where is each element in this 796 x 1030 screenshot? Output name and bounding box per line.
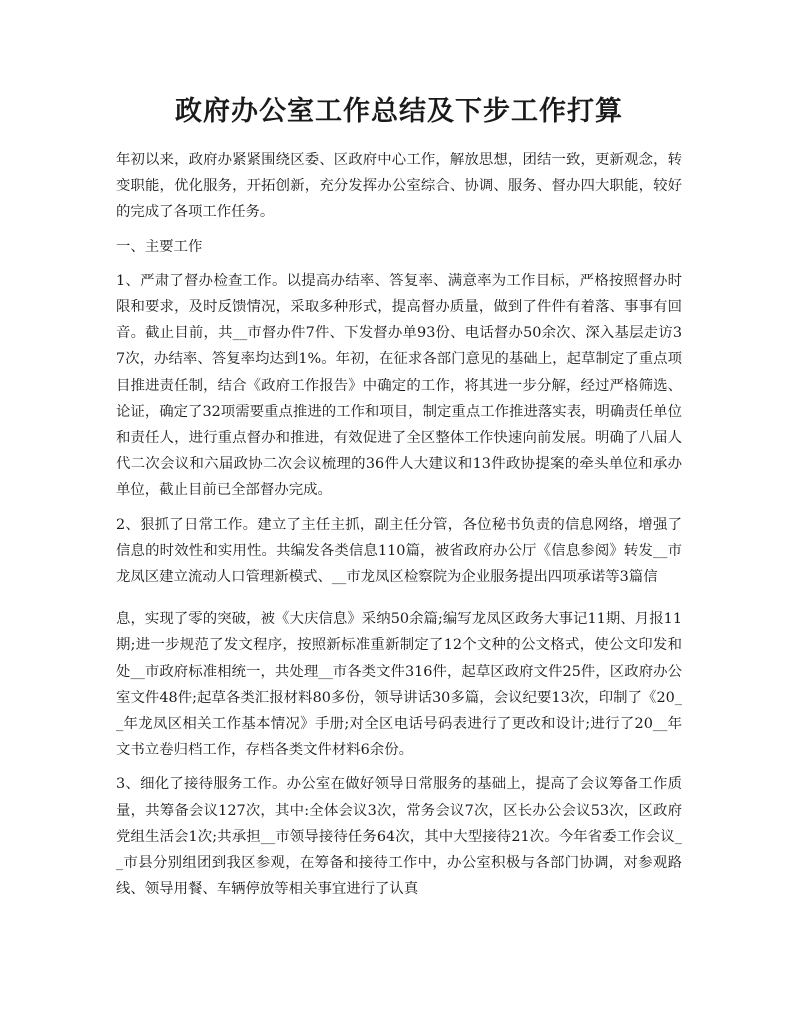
paragraph-supervision: 1、严肃了督办检查工作。以提高办结率、答复率、满意率为工作目标，严格按照督办时限和要求，及时反馈情况，采取多种形式，提高督办质量，做到了件件有着落、事事有回音。截止目前，共__市督办件7件、下发督办单93份、电话督办50余次、深入基层走访37次，办结率、答复率均达到1%。年初，在征求各部门意见的基础上，起草制定了重点项目推进责任制，结合《政府工作报告》中确定的工作，将其进一步分解，经过严格筛选、论证，确定了32项需要重点推进的工作和项目，制定重点工作推进落实表，明确责任单位和责任人，进行重点督办和推进，有效促进了全区整体工作快速向前发展。明确了八届人代二次会议和六届政协二次会议梳理的36件人大建议和13件政协提案的牵头单位和承办单位，截止目前已全部督办完成。 bbox=[116, 272, 682, 499]
document-page bbox=[116, 92, 682, 902]
paragraph-intro: 年初以来，政府办紧紧围绕区委、区政府中心工作，解放思想，团结一致，更新观念，转变职能，优化服务，开拓创新，充分发挥办公室综合、协调、服务、督办四大职能，较好的完成了各项工作任务。 bbox=[116, 152, 682, 221]
document-title: 政府办公室工作总结及下步工作打算 bbox=[175, 96, 623, 127]
section-heading-main-work: 一、主要工作 bbox=[116, 238, 203, 255]
paragraph-reception-service: 3、细化了接待服务工作。办公室在做好领导日常服务的基础上，提高了会议筹备工作质量，共筹备会议127次，其中:全体会议3次，常务会议7次，区长办公会议53次，区政府党组生活会1次;共承担__市领导接待任务64次，其中大型接待21次。今年省委工作会议__市县分别组团到我区参观，在筹备和接待工作中，办公室积极与各部门协调，对参观路线、领导用餐、车辆停放等相关事宜进行了认真 bbox=[116, 776, 682, 898]
paragraph-daily-work: 2、狠抓了日常工作。建立了主任主抓，副主任分管，各位秘书负责的信息网络，增强了信息的时效性和实用性。共编发各类信息110篇，被省政府办公厅《信息参阅》转发__市龙凤区建立流动人口管理新模式、__市龙凤区检察院为企业服务提出四项承诺等3篇信 bbox=[116, 516, 682, 586]
paragraph-daily-work-continued: 息，实现了零的突破，被《大庆信息》采纳50余篇;编写龙凤区政务大事记11期、月报11期;进一步规范了发文程序，按照新标准重新制定了12个文种的公文格式，使公文印发和处__市政府标准相统一，共处理__市各类文件316件，起草区政府文件25件，区政府办公室文件48件;起草各类汇报材料80多份，领导讲话30多篇，会议纪要13次，印制了《20__年龙凤区相关工作基本情况》手册;对全区电话号码表进行了更改和设计;进行了20__年文书立卷归档工作，存档各类文件材料6余份。 bbox=[116, 611, 682, 759]
